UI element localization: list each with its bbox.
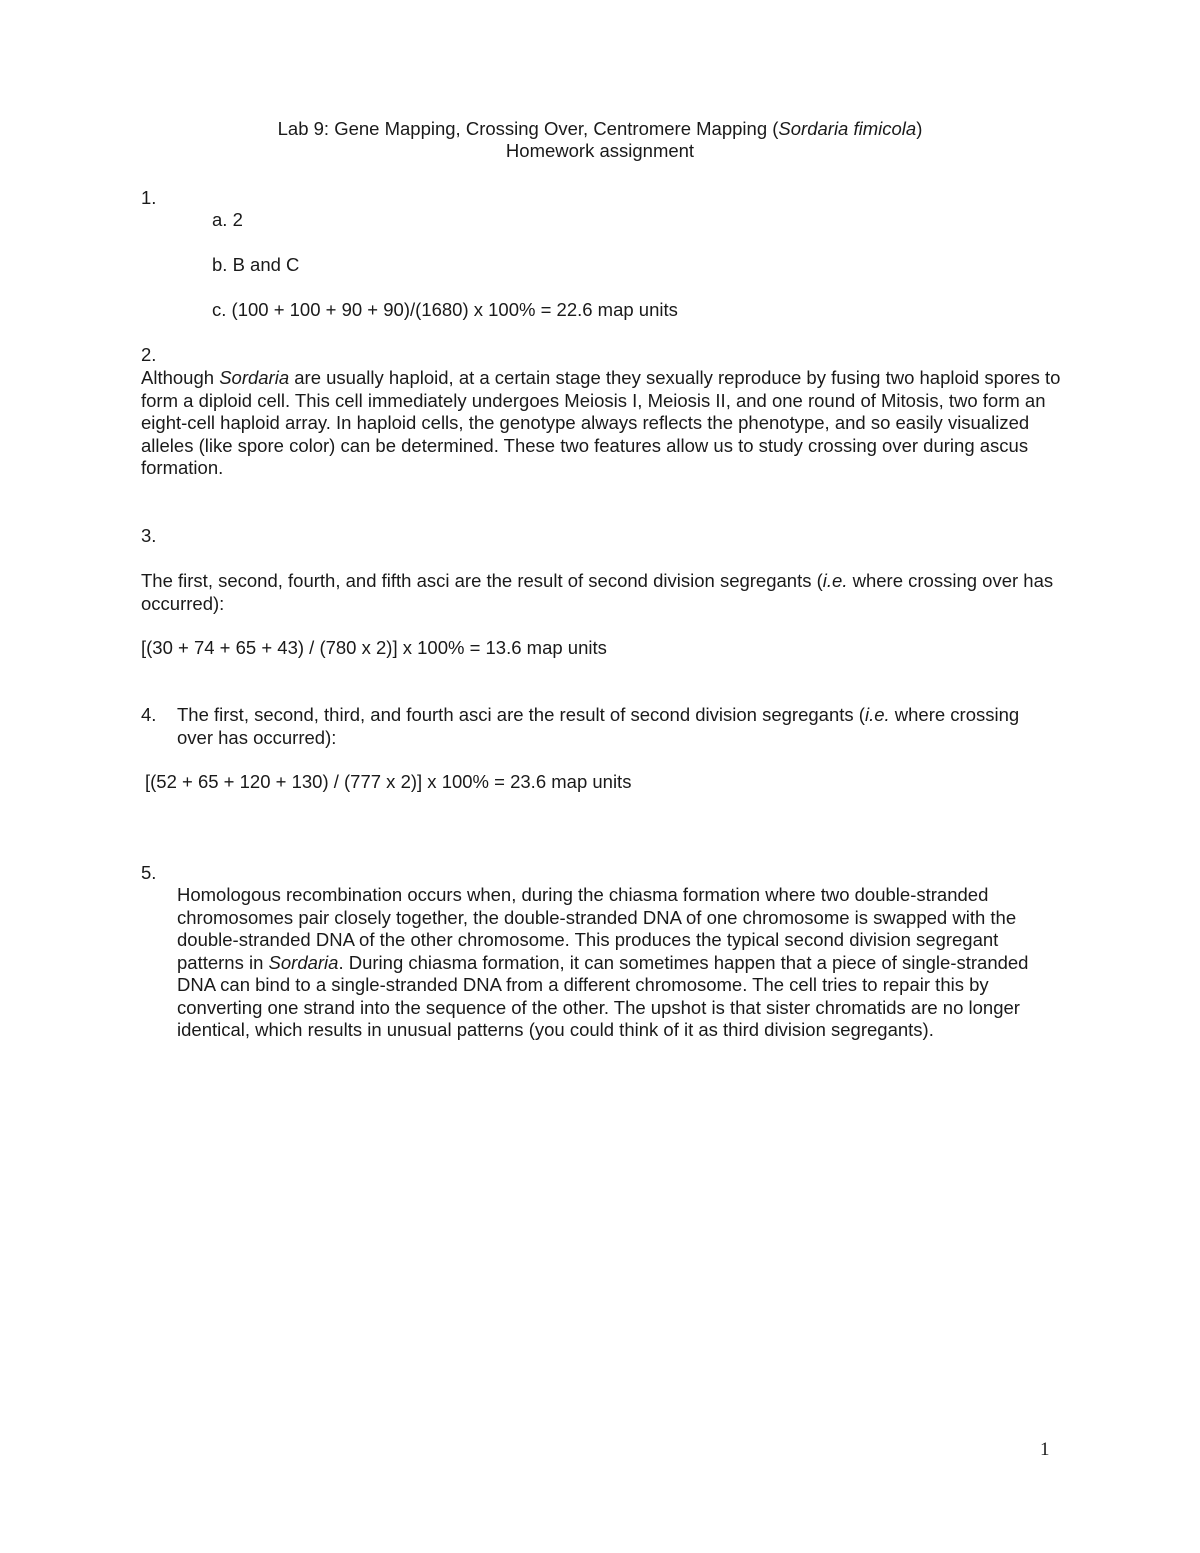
answer-1b: b. B and C [212,254,300,275]
answer-4-paragraph: The first, second, third, and fourth asci are the result of second division segregants (i.e. where crossing over has occurred): [177,704,1020,748]
question-5-number: 5. [141,862,157,883]
question-3-number: 3. [141,525,157,546]
page-subtitle: Homework assignment [505,140,695,161]
page-number: 1 [1040,1439,1050,1460]
answer-1a: a. 2 [212,209,243,230]
answer-3-paragraph: The first, second, fourth, and fifth asci are the result of second division segregants (i.e. where crossing over has occurred): [141,570,1054,614]
species-name: Sordaria fimicola [778,118,917,139]
answer-1c: c. (100 + 100 + 90 + 90)/(1680) x 100% = 22.6 map units [212,299,678,320]
answer-3-formula: [(30 + 74 + 65 + 43) / (780 x 2)] x 100% = 13.6 map units [141,637,607,658]
question-4-number: 4. [141,704,157,725]
answer-2-paragraph: Although Sordaria are usually haploid, at a certain stage they sexually reproduce by fusing two haploid spores to form a diploid cell. This cell immediately undergoes Meiosis I, Meiosis II, and one round of Mitosis, two form an eight-cell haploid array. In haploid cells, the genotype always reflects the phenotype, and so easily visualized alleles (like spore color) can be determined. These two features allow us to study crossing over during ascus formation. [141,367,1061,478]
question-1-number: 1. [141,187,157,208]
answer-4-formula: [(52 + 65 + 120 + 130) / (777 x 2)] x 100% = 23.6 map units [145,771,632,792]
question-2-number: 2. [141,344,157,365]
page-title: Lab 9: Gene Mapping, Crossing Over, Centromere Mapping (Sordaria fimicola) [277,118,923,139]
answer-5-paragraph: Homologous recombination occurs when, during the chiasma formation where two double-stranded chromosomes pair closely together, the double-stranded DNA of one chromosome is swapped with the double-stranded DNA of the other chromosome. This produces the typical second division segregant patterns in Sordaria. During chiasma formation, it can sometimes happen that a piece of single-stranded DNA can bind to a single-stranded DNA from a different chromosome. The cell tries to repair this by converting one strand into the sequence of the other. The upshot is that sister chromatids are no longer identical, which results in unusual patterns (you could think of it as third division segregants). [177,884,1029,1040]
